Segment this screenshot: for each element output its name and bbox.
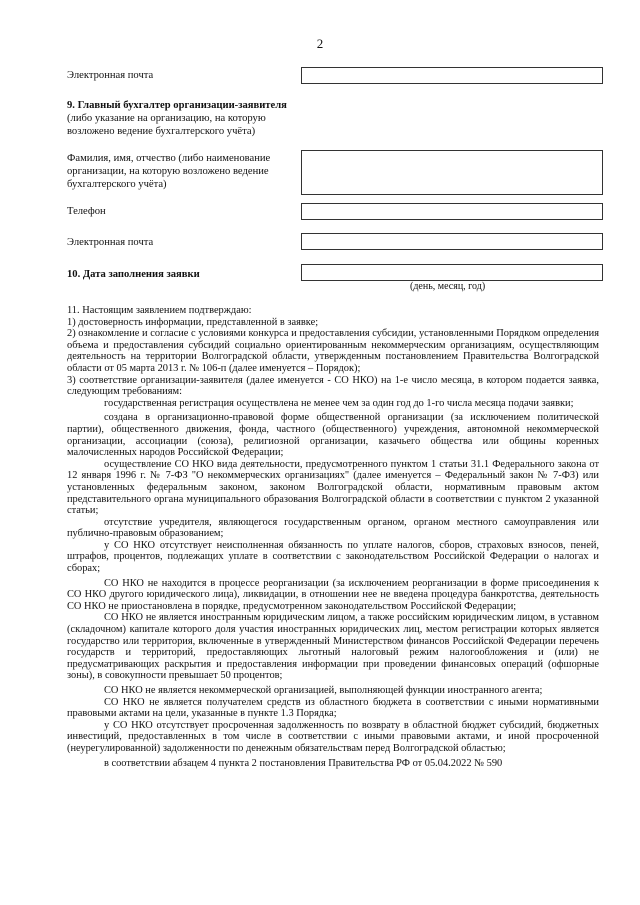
requirement-item: создана в организационно-правовой форме общественной организации (за исключением политической партии), общественного движения, фонда, частного (общественного) учреждения, автономной некоммерческой организации, ассоциации (союза), религиозной организации, казачьего общества или общины коренных малочисленных народов Российской Федерации; <box>67 412 599 459</box>
application-date-field[interactable] <box>301 264 603 281</box>
requirement-item: в соответствии абзацем 4 пункта 2 постановления Правительства РФ от 05.04.2022 № 590 <box>104 757 503 769</box>
section-9-heading: 9. Главный бухгалтер организации-заявителя <box>67 100 287 111</box>
declaration-item: 1) достоверность информации, представленной в заявке; <box>67 316 319 328</box>
requirement-item: у СО НКО отсутствует просроченная задолженность по возврату в областной бюджет субсидий, бюджетных инвестиций, предоставленных в том числе в соответствии с иными правовыми актами, и иной просроченной (неурегулированной) задолженности по денежным обязательствам перед Волгоградской областью; <box>67 719 599 754</box>
email-field[interactable] <box>301 67 603 84</box>
chief-accountant-name-label: Фамилия, имя, отчество (либо наименование организации, на которую возложено ведение бухгалтерского учёта) <box>67 153 271 191</box>
requirement-item: СО НКО не является иностранным юридическим лицом, а также российским юридическим лицом, в уставном (складочном) капитале которого доля участия иностранных юридических лиц, местом регистрации которых является государство или территория, включенные в утвержденный Министерством финансов Российской Федерации перечень государств и территорий, предоставляющих льготный налоговый режим налогообложения и (или) не предусматривающих раскрытия и предоставления информации при проведении финансовых операций (офшорные зоны), в совокупности превышает 50 процентов; <box>67 612 599 682</box>
declaration-item: 3) соответствие организации-заявителя (далее именуется - СО НКО) на 1-е число месяца, в котором подается заявка, следующим требованиям: <box>67 374 599 398</box>
date-format-hint: (день, месяц, год) <box>410 281 486 292</box>
requirement-item: СО НКО не находится в процессе реорганизации (за исключением реорганизации в форме присоединения к СО НКО другого юридического лица), ликвидации, в отношении нее не введена процедура банкротства, деятельность СО НКО не приостановлена в порядке, предусмотренном законодательством Российской Федерации; <box>67 577 599 612</box>
requirement-item: осуществление СО НКО вида деятельности, предусмотренного пунктом 1 статьи 31.1 Федерального закона от 12 января 1996 г. № 7-ФЗ "О некоммерческих организациях" (далее именуется – Федеральный закон № 7-ФЗ) или установленных федеральным законом, законом Волгоградской области, нормативным правовым актом представительного органа муниципального образования Волгоградской области в соответствии с пунктом 2 указанной статьи; <box>67 458 599 517</box>
phone-field[interactable] <box>301 203 603 220</box>
requirement-item: СО НКО не является некоммерческой организацией, выполняющей функции иностранного агента; <box>104 685 543 696</box>
page-number: 2 <box>316 36 324 51</box>
declaration-intro: 11. Настоящим заявлением подтверждаю: <box>67 305 252 316</box>
requirement-item: отсутствие учредителя, являющегося государственным органом, органом местного самоуправления или публично-правовым образованием; <box>67 516 599 540</box>
phone-label: Телефон <box>67 206 106 217</box>
requirement-item: СО НКО не является получателем средств из областного бюджета в соответствии с иными нормативными правовыми актами на цели, указанные в пункте 1.3 Порядка; <box>67 696 599 720</box>
email-field-2[interactable] <box>301 233 603 250</box>
declaration-text <box>67 305 599 769</box>
email-label: Электронная почта <box>67 70 154 81</box>
requirement-item: государственная регистрация осуществлена не менее чем за один год до 1-го числа месяца подачи заявки; <box>104 397 574 409</box>
chief-accountant-name-field[interactable] <box>301 150 603 195</box>
requirement-item: у СО НКО отсутствует неисполненная обязанность по уплате налогов, сборов, страховых взносов, пеней, штрафов, процентов, подлежащих уплате в соответствии с законодательством Российской Федерации о налогах и сборах; <box>67 539 599 575</box>
declaration-item: 2) ознакомление и согласие с условиями конкурса и предоставления субсидии, установленными Порядком определения объема и предоставления субсидий социально ориентированным некоммерческим организациям, осуществляющим деятельность на территории Волгоградской области, утвержденным постановлением Правительства Волгоградской области от 05 марта 2013 г. № 106-п (далее именуется – Порядок); <box>67 328 599 374</box>
section-9-note: (либо указание на организацию, на которую возложено ведение бухгалтерского учёта) <box>67 113 266 138</box>
email-label-2: Электронная почта <box>67 237 154 248</box>
section-10-heading: 10. Дата заполнения заявки <box>67 269 200 280</box>
